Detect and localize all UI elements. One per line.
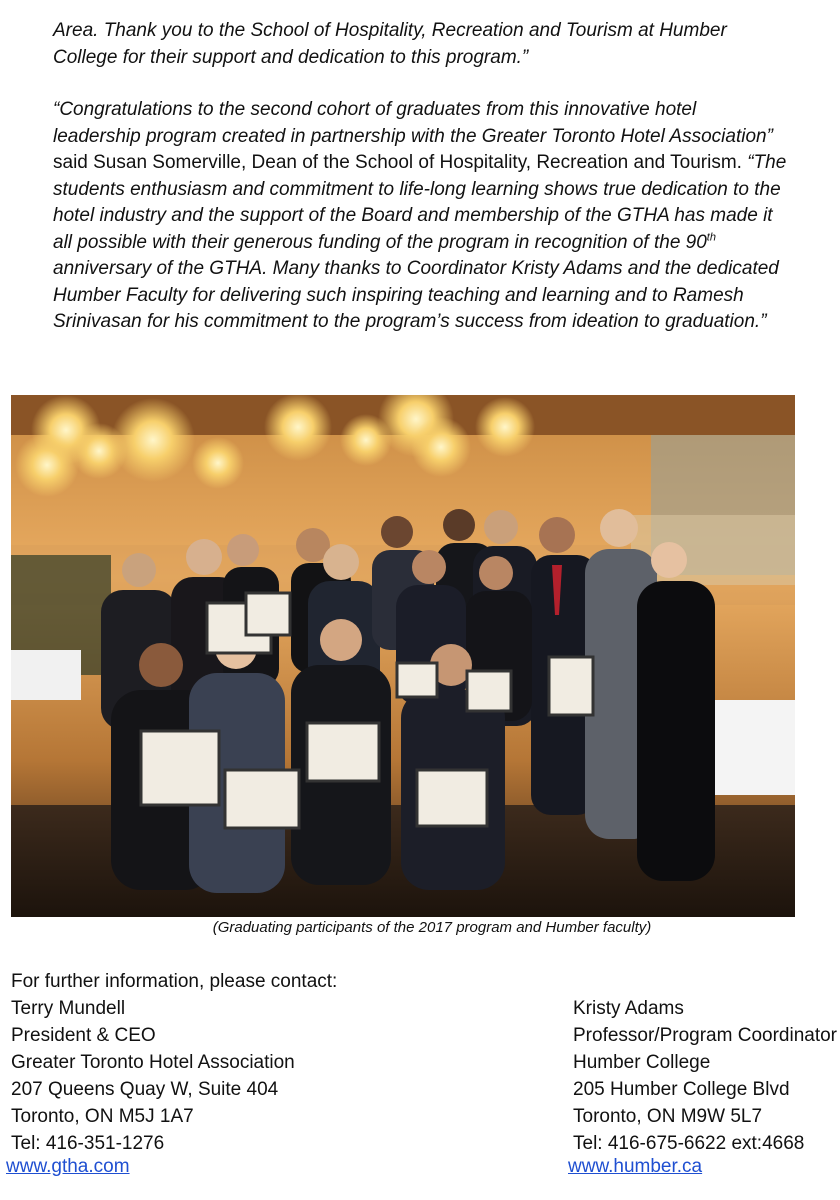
- contact-title: President & CEO: [11, 1025, 156, 1046]
- quote-dedication: [53, 152, 786, 332]
- contact-city: Toronto, ON M9W 5L7: [573, 1106, 763, 1127]
- contact-phone: Tel: 416-351-1276: [11, 1133, 165, 1154]
- contact-title: Professor/Program Coordinator: [573, 1025, 837, 1046]
- contact-organization: Humber College: [573, 1052, 711, 1073]
- quote-attribution: said Susan Somerville, Dean of the School of Hospitality, Recreation and Tourism.: [53, 152, 742, 173]
- quote-congratulations: “Congratulations to the second cohort of graduates from this innovative hotel leadership program created in partnership with the Greater Toronto Hotel Association”: [53, 99, 773, 147]
- quote-dedication-part-1: “The students enthusiasm and commitment to life-long learning shows true dedication to the hotel industry and the support of the Board and membership of the GTHA has made it all possible with their generous funding of the program in recognition of the 90: [53, 152, 787, 253]
- graduation-photo: [11, 395, 795, 917]
- quote-dedication-part-2: anniversary of the GTHA. Many thanks to Coordinator Kristy Adams and the dedicated Humber Faculty for delivering such inspiring teaching and learning and to Ramesh Srinivasan for his commitment to the program’s success from ideation to graduation.”: [53, 258, 779, 332]
- humber-website-link[interactable]: www.humber.ca: [568, 1156, 703, 1177]
- group-of-graduates: [101, 509, 715, 893]
- contact-organization: Greater Toronto Hotel Association: [11, 1052, 295, 1073]
- contact-intro: For further information, please contact:: [11, 971, 338, 992]
- graduation-photo-illustration: [11, 395, 795, 917]
- contact-address: 205 Humber College Blvd: [573, 1079, 790, 1100]
- contact-humber: [573, 995, 837, 1157]
- contact-phone: Tel: 416-675-6622 ext:4668: [573, 1133, 805, 1154]
- ordinal-suffix: th: [706, 231, 716, 244]
- contact-city: Toronto, ON M5J 1A7: [11, 1106, 194, 1127]
- gtha-website-link[interactable]: www.gtha.com: [6, 1156, 130, 1177]
- contact-gtha: [11, 995, 295, 1157]
- quote-paragraph-2: [53, 97, 788, 336]
- quote-block: [53, 18, 788, 336]
- contact-name: Terry Mundell: [11, 998, 126, 1019]
- quote-paragraph-1: Area. Thank you to the School of Hospitality, Recreation and Tourism at Humber College for their support and dedication to this program.”: [53, 20, 727, 68]
- contact-address: 207 Queens Quay W, Suite 404: [11, 1079, 279, 1100]
- contact-name: Kristy Adams: [573, 998, 684, 1019]
- photo-caption: (Graduating participants of the 2017 program and Humber faculty): [212, 919, 652, 936]
